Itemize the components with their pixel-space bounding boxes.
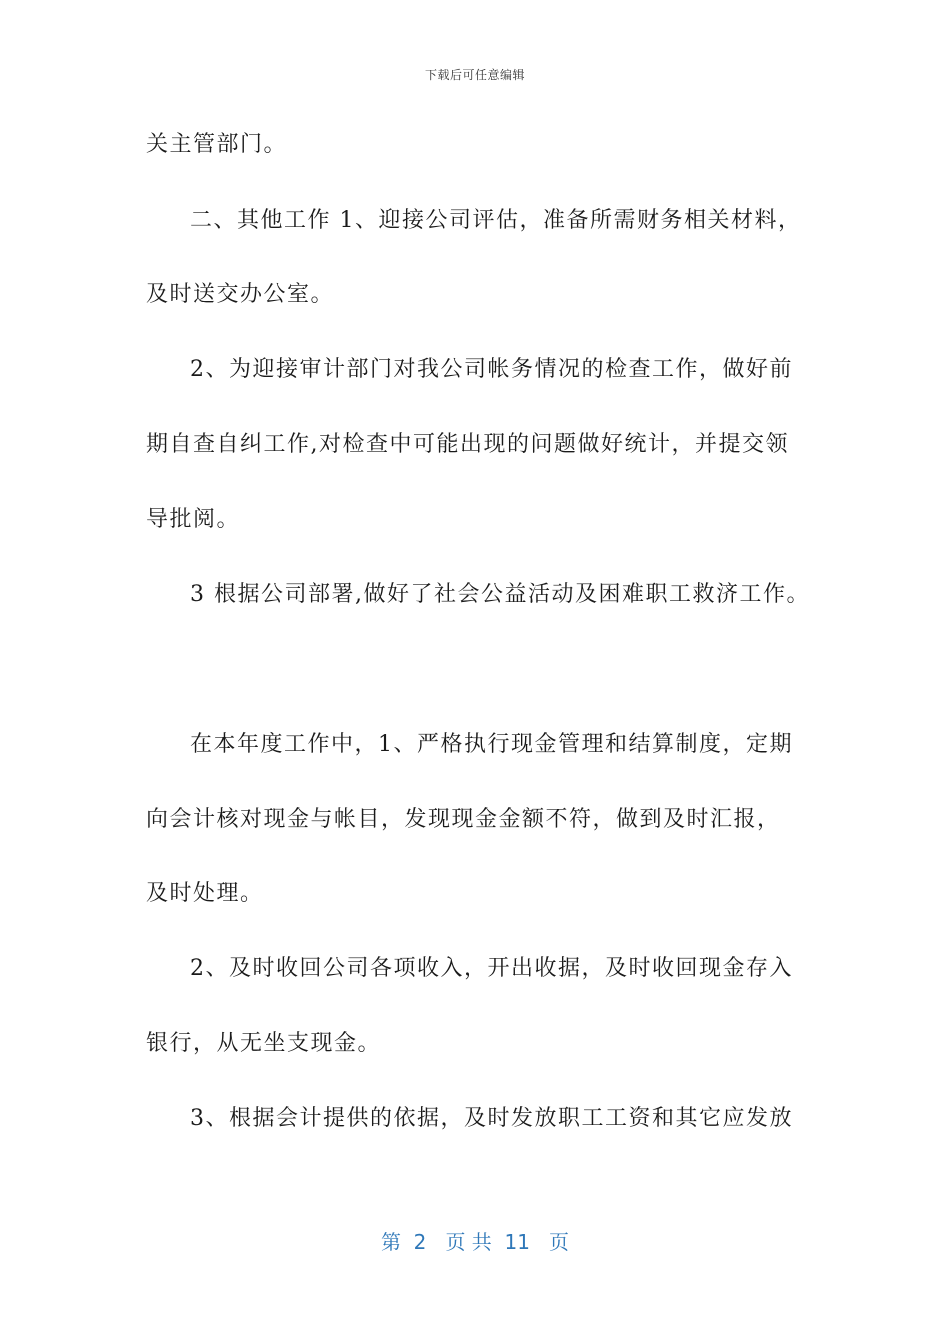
header-note: 下载后可任意编辑: [424, 68, 525, 82]
text-line: 2、及时收回公司各项收入，开出收据，及时收回现金存入: [190, 956, 793, 981]
text-line: 银行，从无坐支现金。: [146, 1031, 382, 1056]
text-line: 二、其他工作 1、迎接公司评估，准备所需财务相关材料，: [190, 208, 802, 233]
text-line: 3、根据会计提供的依据，及时发放职工工资和其它应发放: [190, 1106, 793, 1131]
text-line: 关主管部门。: [146, 132, 288, 157]
text-line: 2、为迎接审计部门对我公司帐务情况的检查工作，做好前: [190, 357, 793, 382]
text-line: 期自查自纠工作,对检查中可能出现的问题做好统计，并提交领: [146, 432, 789, 457]
text-line: 及时送交办公室。: [146, 282, 335, 307]
text-line: 及时处理。: [146, 881, 264, 906]
text-line: 3 根据公司部署,做好了社会公益活动及困难职工救济工作。: [190, 582, 810, 607]
page-number: 第 2 页 共 11 页: [380, 1230, 570, 1254]
text-line: 在本年度工作中，1、严格执行现金管理和结算制度，定期: [190, 732, 793, 757]
text-line: 导批阅。: [146, 507, 241, 532]
text-line: 向会计核对现金与帐目，发现现金金额不符，做到及时汇报，: [146, 807, 781, 832]
